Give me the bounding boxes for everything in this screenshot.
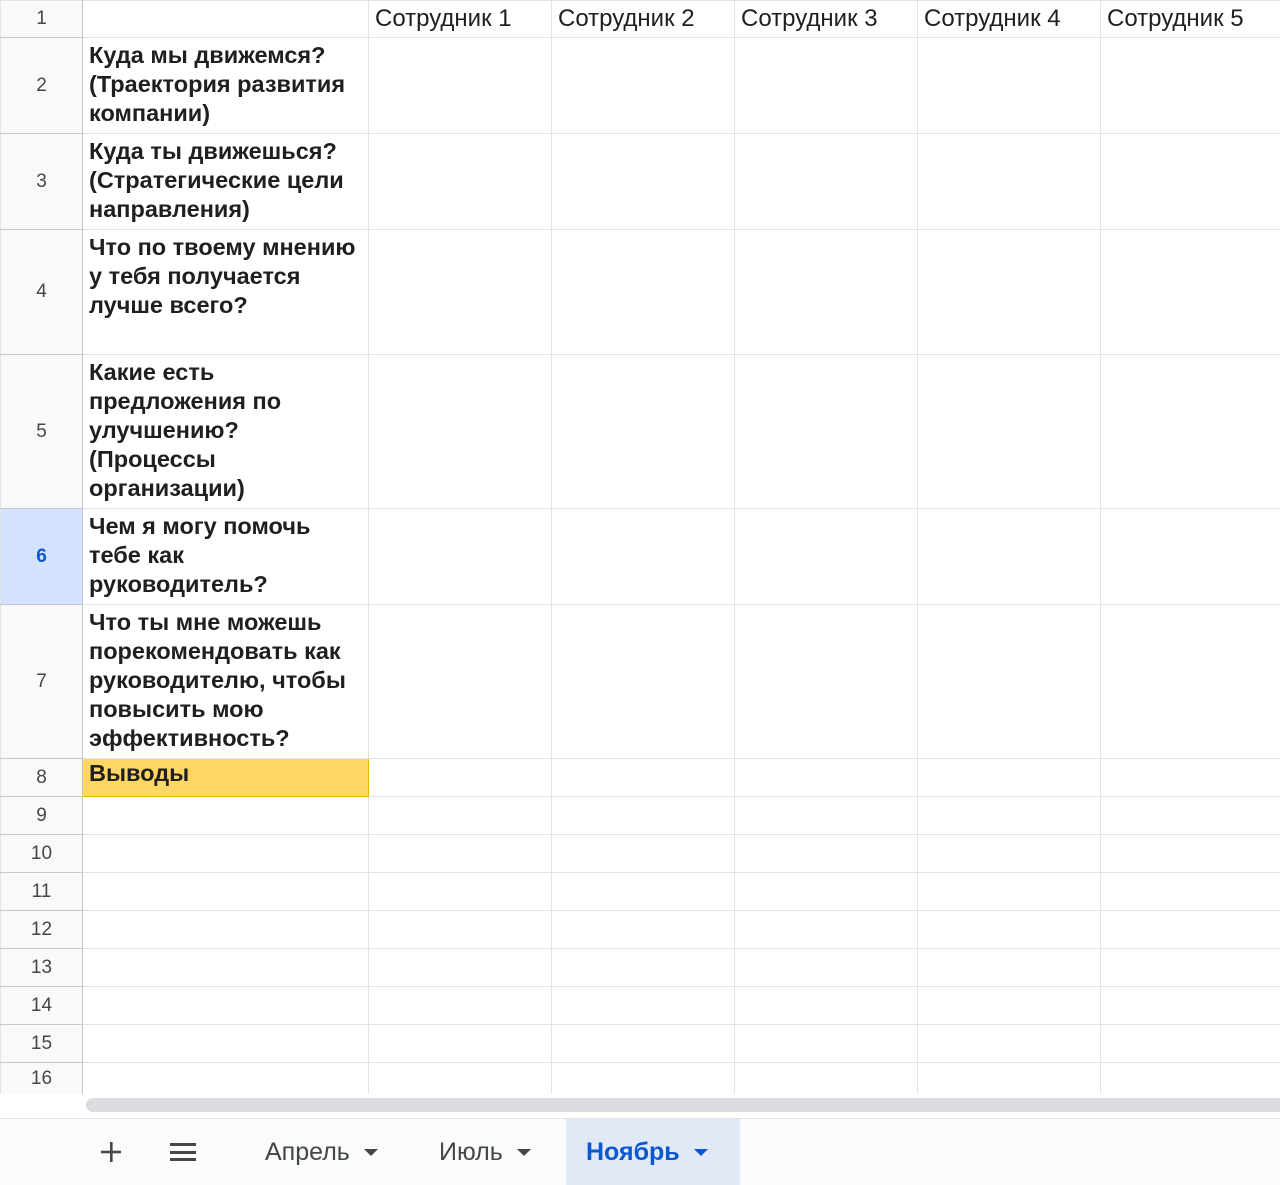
answer-cell[interactable]: [552, 509, 735, 605]
empty-cell[interactable]: [83, 949, 369, 987]
empty-cell[interactable]: [369, 911, 552, 949]
answer-cell[interactable]: [369, 38, 552, 134]
chevron-down-icon[interactable]: [694, 1149, 708, 1156]
header-row: [1, 1, 1280, 38]
empty-cell[interactable]: [83, 1063, 369, 1095]
answer-cell[interactable]: [369, 605, 552, 759]
answer-cell[interactable]: [369, 759, 552, 797]
tab-label: Июль: [439, 1138, 503, 1167]
answer-cell[interactable]: [552, 355, 735, 509]
empty-cell[interactable]: [83, 797, 369, 835]
row-number[interactable]: 3: [1, 134, 83, 230]
header-cell[interactable]: [83, 1, 369, 38]
row-number[interactable]: 13: [1, 949, 83, 987]
table-row: [1, 605, 1280, 759]
answer-cell[interactable]: [1101, 230, 1280, 355]
row-number[interactable]: 8: [1, 759, 83, 797]
empty-cell[interactable]: [552, 949, 735, 987]
answer-cell[interactable]: [735, 605, 918, 759]
empty-cell[interactable]: [918, 835, 1101, 873]
row-number[interactable]: 9: [1, 797, 83, 835]
answer-cell[interactable]: [918, 134, 1101, 230]
empty-cell[interactable]: [735, 911, 918, 949]
plus-icon[interactable]: [88, 1119, 134, 1185]
empty-cell[interactable]: [918, 949, 1101, 987]
row-number[interactable]: 12: [1, 911, 83, 949]
answer-cell[interactable]: [552, 230, 735, 355]
empty-cell[interactable]: [735, 1063, 918, 1095]
empty-cell[interactable]: [83, 835, 369, 873]
empty-cell[interactable]: [552, 987, 735, 1025]
plus-icon-glyph: [100, 1141, 122, 1163]
empty-cell[interactable]: [735, 873, 918, 911]
empty-cell[interactable]: [918, 1025, 1101, 1063]
empty-cell[interactable]: [735, 797, 918, 835]
empty-cell[interactable]: [369, 1025, 552, 1063]
empty-cell[interactable]: [369, 987, 552, 1025]
empty-cell[interactable]: [369, 1063, 552, 1095]
sheet-tab-bar: [0, 1118, 1280, 1185]
empty-cell[interactable]: [552, 1025, 735, 1063]
row-number[interactable]: 14: [1, 987, 83, 1025]
table-row: [1, 835, 1280, 873]
table-row: [1, 987, 1280, 1025]
answer-cell[interactable]: [1101, 134, 1280, 230]
empty-cell[interactable]: [83, 1025, 369, 1063]
row-number[interactable]: 15: [1, 1025, 83, 1063]
menu-lines-icon[interactable]: [160, 1119, 206, 1185]
empty-cell[interactable]: [369, 835, 552, 873]
table-row: [1, 797, 1280, 835]
table-row: [1, 949, 1280, 987]
answer-cell[interactable]: [1101, 759, 1280, 797]
header-cell-employee-1[interactable]: Сотрудник 1: [369, 1, 552, 38]
header-cell-employee-4[interactable]: Сотрудник 4: [918, 1, 1101, 38]
row-number[interactable]: 7: [1, 605, 83, 759]
header-cell-employee-2[interactable]: Сотрудник 2: [552, 1, 735, 38]
answer-cell[interactable]: [735, 509, 918, 605]
answer-cell[interactable]: [735, 134, 918, 230]
empty-cell[interactable]: [918, 987, 1101, 1025]
scrollbar-thumb[interactable]: [86, 1098, 1280, 1112]
question-cell[interactable]: Чем я могу помочь тебе как руководитель?: [83, 509, 369, 605]
empty-cell[interactable]: [735, 949, 918, 987]
answer-cell[interactable]: [1101, 38, 1280, 134]
empty-cell[interactable]: [918, 797, 1101, 835]
empty-cell[interactable]: [1101, 1025, 1280, 1063]
table-row: [1, 1025, 1280, 1063]
answer-cell[interactable]: [1101, 605, 1280, 759]
empty-cell[interactable]: [369, 797, 552, 835]
row-number[interactable]: 11: [1, 873, 83, 911]
question-cell[interactable]: Куда мы движемся? (Траектория развития компании): [83, 38, 369, 134]
row-number[interactable]: 10: [1, 835, 83, 873]
tab-november[interactable]: [566, 1119, 740, 1185]
empty-cell[interactable]: [735, 835, 918, 873]
empty-cell[interactable]: [1101, 1063, 1280, 1095]
empty-cell[interactable]: [552, 835, 735, 873]
empty-cell[interactable]: [735, 1025, 918, 1063]
table-row: [1, 509, 1280, 605]
empty-cell[interactable]: [918, 873, 1101, 911]
empty-cell[interactable]: [1101, 873, 1280, 911]
empty-cell[interactable]: [552, 797, 735, 835]
empty-cell[interactable]: [1101, 835, 1280, 873]
answer-cell[interactable]: [552, 759, 735, 797]
row-number[interactable]: 2: [1, 38, 83, 134]
answer-cell[interactable]: [369, 230, 552, 355]
table-row: [1, 873, 1280, 911]
tab-label: Ноябрь: [586, 1138, 680, 1167]
row-number-selected[interactable]: 6: [1, 509, 83, 605]
empty-cell[interactable]: [552, 911, 735, 949]
empty-cell[interactable]: [369, 873, 552, 911]
empty-cell[interactable]: [83, 873, 369, 911]
empty-cell[interactable]: [1101, 797, 1280, 835]
tab-april[interactable]: [245, 1119, 410, 1185]
answer-cell[interactable]: [918, 759, 1101, 797]
conclusions-cell[interactable]: Выводы: [83, 759, 369, 797]
chevron-down-icon[interactable]: [517, 1149, 531, 1156]
question-cell[interactable]: Куда ты движешься? (Стратегические цели направления): [83, 134, 369, 230]
answer-cell[interactable]: [918, 38, 1101, 134]
table-row: [1, 38, 1280, 134]
empty-cell[interactable]: [735, 987, 918, 1025]
answer-cell[interactable]: [735, 759, 918, 797]
answer-cell[interactable]: [918, 509, 1101, 605]
answer-cell[interactable]: [1101, 509, 1280, 605]
answer-cell[interactable]: [552, 38, 735, 134]
row-number[interactable]: 16: [1, 1063, 83, 1095]
answer-cell[interactable]: [918, 230, 1101, 355]
answer-cell[interactable]: [735, 38, 918, 134]
answer-cell[interactable]: [918, 355, 1101, 509]
answer-cell[interactable]: [918, 605, 1101, 759]
empty-cell[interactable]: [83, 911, 369, 949]
header-cell-employee-5[interactable]: Сотрудник 5: [1101, 1, 1280, 38]
answer-cell[interactable]: [552, 134, 735, 230]
table-row: [1, 134, 1280, 230]
header-cell-employee-3[interactable]: Сотрудник 3: [735, 1, 918, 38]
answer-cell[interactable]: [369, 134, 552, 230]
empty-cell[interactable]: [1101, 987, 1280, 1025]
table-row: [1, 355, 1280, 509]
table-row: [1, 911, 1280, 949]
all-sheets-icon: [170, 1143, 196, 1161]
question-cell[interactable]: Какие есть предложения по улучшению? (Процессы организации): [83, 355, 369, 509]
answer-cell[interactable]: [552, 605, 735, 759]
empty-cell[interactable]: [369, 949, 552, 987]
answer-cell[interactable]: [1101, 355, 1280, 509]
empty-cell[interactable]: [1101, 949, 1280, 987]
table-row: [1, 1063, 1280, 1095]
tab-july[interactable]: [419, 1119, 565, 1185]
chevron-down-icon[interactable]: [364, 1149, 378, 1156]
answer-cell[interactable]: [369, 355, 552, 509]
question-cell[interactable]: Что по твоему мнению у тебя получается лучше всего?: [83, 230, 369, 355]
table-row: [1, 230, 1280, 355]
empty-cell[interactable]: [552, 1063, 735, 1095]
answer-cell[interactable]: [369, 509, 552, 605]
horizontal-scrollbar[interactable]: [0, 1094, 1280, 1118]
answer-cell[interactable]: [735, 230, 918, 355]
question-cell[interactable]: Что ты мне можешь порекомендовать как руководителю, чтобы повысить мою эффективность?: [83, 605, 369, 759]
empty-cell[interactable]: [1101, 911, 1280, 949]
empty-cell[interactable]: [552, 873, 735, 911]
row-number[interactable]: 5: [1, 355, 83, 509]
row-number[interactable]: 1: [1, 1, 83, 38]
answer-cell[interactable]: [735, 355, 918, 509]
empty-cell[interactable]: [83, 987, 369, 1025]
empty-cell[interactable]: [918, 1063, 1101, 1095]
row-number[interactable]: 4: [1, 230, 83, 355]
tab-label: Апрель: [265, 1138, 350, 1167]
table-row: [1, 759, 1280, 797]
empty-cell[interactable]: [918, 911, 1101, 949]
